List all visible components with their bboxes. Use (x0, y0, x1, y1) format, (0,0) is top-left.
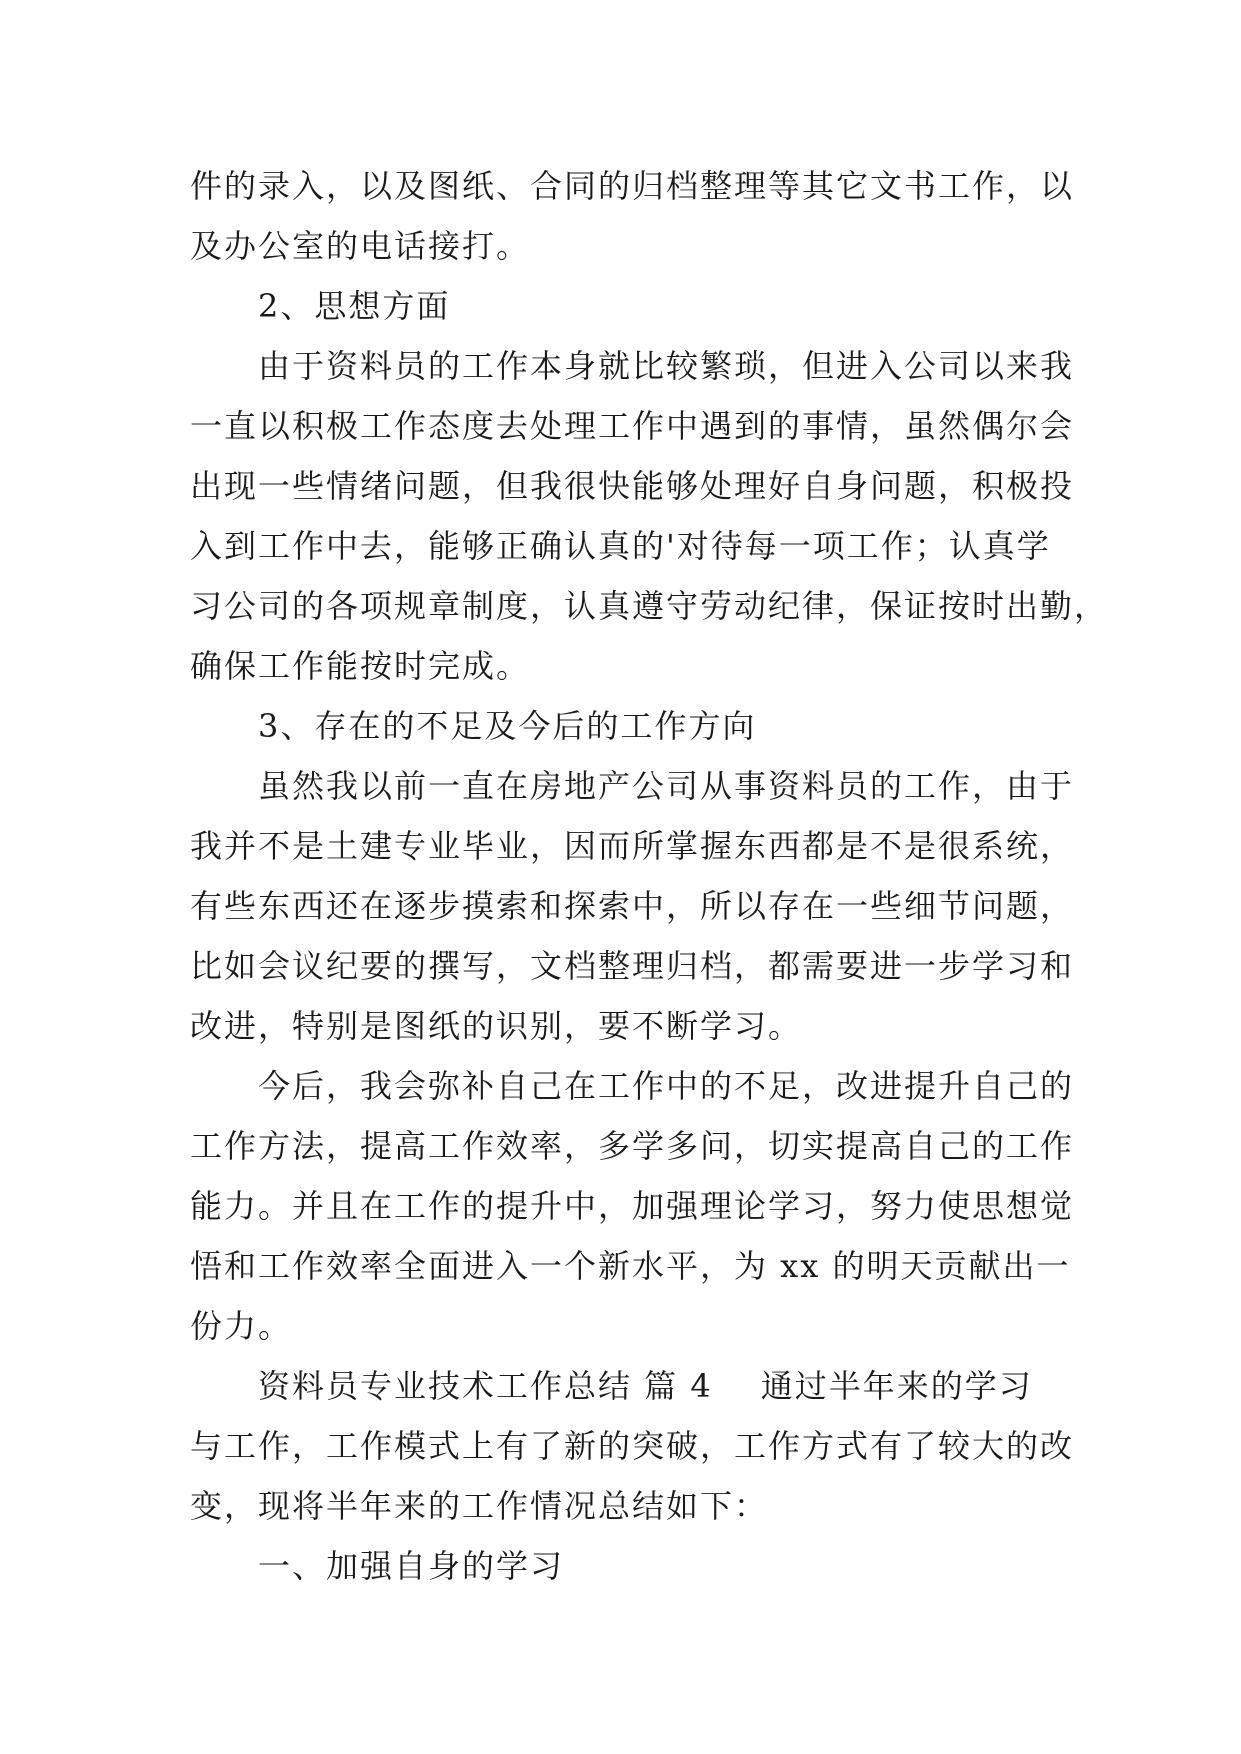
text-line: 悟和工作效率全面进入一个新水平，为 xx 的明天贡献出一 (190, 1247, 1071, 1285)
text-line: 确保工作能按时完成。 (190, 647, 531, 685)
text-line: 2、思想方面 (258, 287, 451, 325)
text-line: 一直以积极工作态度去处理工作中遇到的事情，虽然偶尔会 (190, 407, 1075, 445)
text-line: 与工作，工作模式上有了新的突破，工作方式有了较大的改 (190, 1427, 1075, 1465)
text-line (190, 1356, 1056, 1416)
paragraph (190, 756, 1075, 1056)
text-line: 习公司的各项规章制度，认真遵守劳动纪律，保证按时出勤， (190, 587, 1109, 625)
article-heading: 资料员专业技术工作总结 篇 4 (258, 1367, 713, 1405)
text-fragment: 通过半年来的学习 (760, 1367, 1033, 1405)
section-heading (190, 276, 1056, 336)
section-heading (190, 696, 1056, 756)
paragraph (190, 336, 1109, 696)
paragraph (190, 1056, 1075, 1356)
text-line: 比如会议纪要的撰写，文档整理归档，都需要进一步学习和 (190, 947, 1075, 985)
text-line: 份力。 (190, 1307, 293, 1345)
text-line: 改进，特别是图纸的识别，要不断学习。 (190, 1007, 803, 1045)
text-line: 能力。并且在工作的提升中，加强理论学习，努力使思想觉 (190, 1187, 1075, 1225)
text-line: 虽然我以前一直在房地产公司从事资料员的工作，由于 (258, 767, 1075, 805)
text-line: 有些东西还在逐步摸索和探索中，所以存在一些细节问题， (190, 887, 1075, 925)
text-line: 出现一些情绪问题，但我很快能够处理好自身问题，积极投 (190, 467, 1075, 505)
text-line: 及办公室的电话接打。 (190, 227, 531, 265)
text-line: 一、加强自身的学习 (258, 1547, 565, 1585)
text-line: 件的录入，以及图纸、合同的归档整理等其它文书工作，以 (190, 167, 1075, 205)
paragraph (190, 1356, 1075, 1536)
paragraph (190, 156, 1075, 276)
section-heading (190, 1536, 1056, 1596)
text-line: 3、存在的不足及今后的工作方向 (258, 707, 757, 745)
text-line: 我并不是土建专业毕业，因而所掌握东西都是不是很系统， (190, 827, 1075, 865)
text-line: 由于资料员的工作本身就比较繁琐，但进入公司以来我 (258, 347, 1075, 385)
text-line: 变，现将半年来的工作情况总结如下： (190, 1487, 769, 1525)
text-line: 入到工作中去，能够正确认真的'对待每一项工作；认真学 (190, 527, 1051, 565)
text-line: 今后，我会弥补自己在工作中的不足，改进提升自己的 (258, 1067, 1075, 1105)
text-line: 工作方法，提高工作效率，多学多问，切实提高自己的工作 (190, 1127, 1075, 1165)
document-body (190, 156, 1109, 1596)
